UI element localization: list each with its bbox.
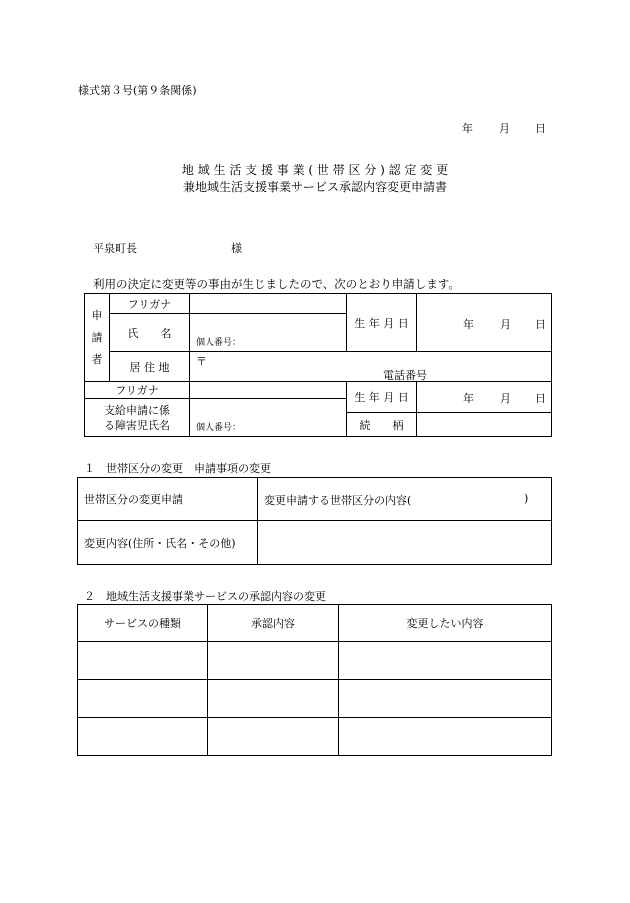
child-furigana-field[interactable] (190, 382, 347, 399)
section2-table (77, 604, 552, 756)
change-content-field[interactable] (258, 521, 552, 565)
table-cell[interactable] (78, 642, 208, 680)
birthdate-label: 生 年 月 日 (347, 294, 417, 352)
child-personal-number-label: 個人番号： (196, 423, 242, 433)
child-furigana-label: フリガナ (85, 382, 190, 399)
date-month: 月 (499, 122, 510, 135)
section1-table (77, 477, 552, 565)
household-change-field[interactable]: 変更申請する世帯区分の内容( ) (258, 478, 552, 521)
name-field[interactable] (190, 314, 347, 352)
form-number: 様式第３号(第９条関係) (78, 84, 197, 97)
table-cell[interactable] (339, 642, 552, 680)
table-cell[interactable] (208, 642, 339, 680)
section2-heading: ２ 地域生活支援事業サービスの承認内容の変更 (84, 590, 326, 603)
document-title-line2: 兼地域生活支援事業サービス承認内容変更申請書 (182, 180, 447, 194)
name-label: 氏 名 (110, 314, 190, 352)
address-label: 居 住 地 (110, 352, 190, 382)
table-cell[interactable] (208, 718, 339, 756)
phone-label: 電話番号 (383, 369, 427, 382)
date-day: 日 (535, 122, 546, 135)
relationship-label: 続 柄 (347, 413, 417, 437)
document-title-line1: 地 域 生 活 支 援 事 業 ( 世 帯 区 分 ) 認 定 変 更 (181, 163, 449, 177)
postal-mark: 〒 (196, 355, 207, 368)
child-birthdate-field[interactable]: 年 月 日 (417, 382, 552, 413)
personal-number-label: 個人番号： (196, 338, 242, 348)
change-content-label: 変更内容(住所・氏名・その他) (78, 521, 258, 565)
birthdate-field[interactable]: 年 月 日 (417, 294, 552, 352)
table-cell[interactable] (339, 680, 552, 718)
table-cell[interactable] (339, 718, 552, 756)
header-desired-change: 変更したい内容 (339, 605, 552, 642)
applicant-label: 申 請 者 (85, 294, 110, 382)
addressee-name: 平泉町長 (93, 242, 137, 255)
applicant-table (84, 293, 552, 437)
table-cell[interactable] (78, 718, 208, 756)
furigana-label: フリガナ (110, 294, 190, 314)
household-change-label: 世帯区分の変更申請 (78, 478, 258, 521)
date-year: 年 (462, 122, 473, 135)
section1-heading: １ 世帯区分の変更 申請事項の変更 (84, 462, 271, 475)
child-birthdate-label: 生 年 月 日 (347, 382, 417, 413)
child-name-field[interactable] (190, 399, 347, 437)
table-cell[interactable] (208, 680, 339, 718)
furigana-field[interactable] (190, 294, 347, 314)
table-cell[interactable] (78, 680, 208, 718)
address-field[interactable] (190, 352, 552, 382)
intro-text: 利用の決定に変更等の事由が生じましたので、次のとおり申請します。 (93, 277, 460, 291)
relationship-field[interactable] (417, 413, 552, 437)
header-service-type: サービスの種類 (78, 605, 208, 642)
addressee-honorific: 様 (231, 242, 242, 255)
header-approved-content: 承認内容 (208, 605, 339, 642)
child-name-label: 支給申請に係 る障害児氏名 (85, 399, 190, 437)
